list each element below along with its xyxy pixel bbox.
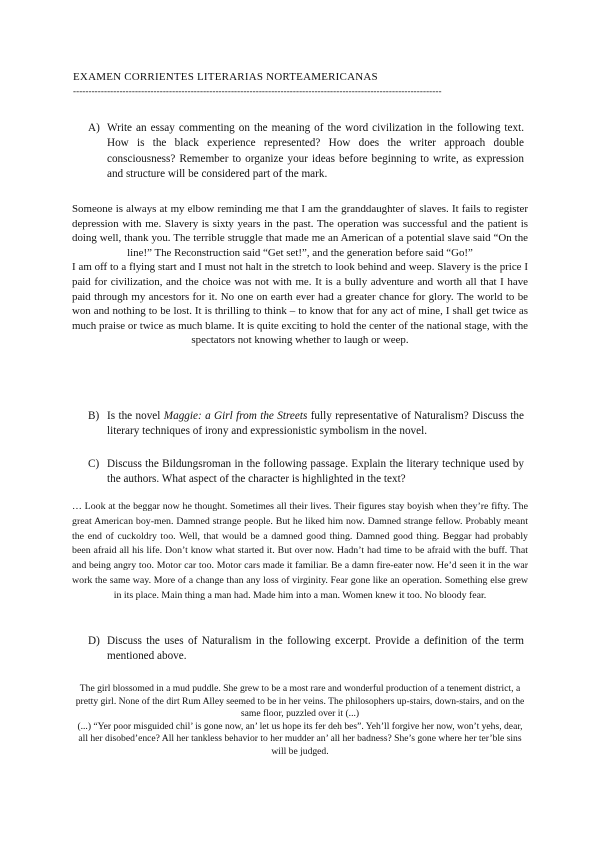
passage-c	[72, 500, 528, 604]
question-a-label: A)	[88, 122, 100, 134]
passage-a-paragraph-1: Someone is always at my elbow reminding me that I am the granddaughter of slaves. It fails to register depression with me. Slavery is sixty years in the past. The operation was successful and the patient is doing well, thank you. The terrible struggle that made me an American of a potential slave said “On the line!” The Reconstruction said “Get set!”, and the generation before said “Go!”	[72, 203, 528, 259]
dashed-divider: -----------------------------------------------------------------------------------------------------------------------	[73, 86, 442, 96]
question-a	[88, 121, 524, 182]
question-c	[88, 457, 524, 488]
novel-title: Maggie: a Girl from the Streets	[163, 410, 308, 422]
question-b	[88, 409, 524, 440]
passage-a-paragraph-2: I am off to a flying start and I must not halt in the stretch to look behind and weep. Slavery is the price I paid for civilization, and the choice was not with me. It is a bully adventure and worth all that I have paid through my ancestors for it. No one on earth ever had a greater chance for glory. The world to be won and nothing to be lost. It is thrilling to think – to know that for any act of mine, I shall get twice as much praise or twice as much blame. It is quite exciting to hold the center of the national stage, with the spectators not knowing whether to laugh or weep.	[72, 261, 528, 347]
passage-d-paragraph-2: (...) “Yer poor misguided chil’ is gone now, an’ let us hope its fer deh bes”. Yeh’ll forgive her now, won’t yehs, dear, all her disobed’ence? All her tankless behavior to her mudder an’ all her badness? She’s gone where her ter’ble sins will be judged.	[77, 720, 523, 757]
page-title: EXAMEN CORRIENTES LITERARIAS NORTEAMERICANAS	[73, 71, 378, 83]
question-b-label: B)	[88, 410, 100, 422]
passage-d-paragraph-1: The girl blossomed in a mud puddle. She grew to be a most rare and wonderful production of a tenement district, a pretty girl. None of the dirt Rum Alley seemed to be in her veins. The philosophers up-stairs, down-stairs, and on the same floor, puzzled over it (...)	[75, 683, 525, 720]
question-b-text	[107, 409, 524, 440]
question-d	[88, 634, 524, 665]
question-d-label: D)	[88, 635, 100, 647]
passage-a	[72, 202, 528, 348]
question-d-text: Discuss the uses of Naturalism in the following excerpt. Provide a definition of the term mentioned above.	[107, 635, 524, 663]
question-b-text-start: Is the novel	[107, 410, 164, 422]
question-c-text: Discuss the Bildungsroman in the following passage. Explain the literary technique used by the authors. What aspect of the character is highlighted in the text?	[107, 458, 524, 486]
passage-c-paragraph: … Look at the beggar now he thought. Sometimes all their lives. Their figures stay boyish when they’re fifty. The great American boy-men. Damned strange people. But he liked him now. Damned strange fellow. Probably meant the end of cuckoldry too. Well, that would be a damned good thing. Damned good thing. Beggar had probably been afraid all his life. Don’t know what started it. But over now. Hadn’t had time to be afraid with the buff. That and being angry too. Motor car too. Motor cars made it familiar. Be a damn fire-eater now. He’d seen it in the war work the same way. More of a change than any loss of virginity. Fear gone like an operation. Something else grew in its place. Main thing a man had. Made him into a man. Women knew it too. No bloody fear.	[72, 501, 528, 601]
question-b-text-end: fully representative of Naturalism? Discuss the literary techniques of irony and expressionistic symbolism in the novel.	[107, 410, 524, 438]
passage-d	[72, 683, 528, 759]
question-c-label: C)	[88, 458, 100, 470]
question-a-text: Write an essay commenting on the meaning of the word civilization in the following text. How is the black experience represented? How does the writer approach double consciousness? Remember to organize your ideas before beginning to write, as expression and structure will be considered part of the mark.	[107, 122, 524, 180]
